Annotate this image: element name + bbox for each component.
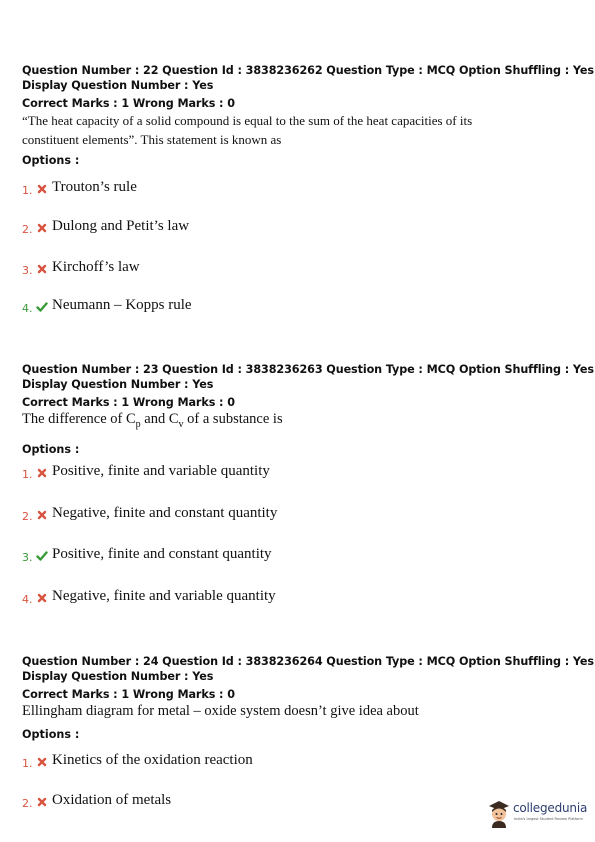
marks-line: Correct Marks : 1 Wrong Marks : 0	[22, 97, 235, 110]
display-question-number: Display Question Number : Yes	[22, 79, 214, 92]
question-24	[22, 654, 594, 742]
cross-icon	[36, 756, 48, 768]
cross-icon	[36, 509, 48, 521]
question-stem-line: constituent elements”. This statement is known as	[22, 132, 282, 147]
display-question-number: Display Question Number : Yes	[22, 670, 214, 683]
collegedunia-logo	[487, 797, 587, 831]
option-text: Dulong and Petit’s law	[52, 218, 190, 234]
option-number: 1.	[22, 184, 33, 197]
question-stem-line: Ellingham diagram for metal – oxide system doesn’t give idea about	[22, 703, 419, 719]
question-22	[22, 63, 594, 168]
logo-wordmark: collegedunia	[513, 801, 588, 815]
options-label: Options :	[22, 728, 80, 741]
options-label: Options :	[22, 442, 80, 456]
option-text: Positive, finite and variable quantity	[52, 463, 270, 479]
logo-tagline: India's largest Student Review Platform	[514, 817, 583, 821]
marks-line: Correct Marks : 1 Wrong Marks : 0	[22, 396, 235, 409]
option-number: 3.	[22, 551, 33, 564]
options-label: Options :	[22, 154, 80, 167]
cross-icon	[36, 263, 48, 275]
question-meta-line: Question Number : 23 Question Id : 3838236263 Question Type : MCQ Option Shuffling : Yes	[22, 363, 594, 376]
option-number: 2.	[22, 223, 33, 236]
option-text: Negative, finite and constant quantity	[52, 505, 278, 521]
option-number: 1.	[22, 757, 33, 770]
option-text: Positive, finite and constant quantity	[52, 546, 272, 562]
cross-icon	[36, 183, 48, 195]
option-text: Kinetics of the oxidation reaction	[52, 752, 253, 768]
question-23	[22, 362, 594, 457]
option-number: 1.	[22, 468, 33, 481]
check-icon	[36, 550, 48, 562]
cross-icon	[36, 467, 48, 479]
option-number: 2.	[22, 510, 33, 523]
question-stem: The difference of $C_p$ and $C_v$ of a substance is	[22, 411, 283, 430]
check-icon	[36, 301, 48, 313]
marks-line: Correct Marks : 1 Wrong Marks : 0	[22, 688, 235, 701]
question-stem-line: “The heat capacity of a solid compound is equal to the sum of the heat capacities of its	[22, 113, 473, 128]
option-number: 2.	[22, 797, 33, 810]
display-question-number: Display Question Number : Yes	[22, 378, 214, 391]
cross-icon	[36, 796, 48, 808]
student-mascot-icon	[487, 799, 511, 829]
option-text: Neumann – Kopps rule	[52, 297, 192, 313]
question-meta-line: Question Number : 22 Question Id : 3838236262 Question Type : MCQ Option Shuffling : Yes	[22, 64, 594, 77]
option-number: 4.	[22, 593, 33, 606]
cross-icon	[36, 592, 48, 604]
option-text: Negative, finite and variable quantity	[52, 588, 276, 604]
option-text: Kirchoff’s law	[52, 259, 140, 275]
option-number: 4.	[22, 302, 33, 315]
question-meta-line: Question Number : 24 Question Id : 3838236264 Question Type : MCQ Option Shuffling : Yes	[22, 655, 594, 668]
option-number: 3.	[22, 264, 33, 277]
cross-icon	[36, 222, 48, 234]
option-text: Trouton’s rule	[52, 179, 137, 195]
option-text: Oxidation of metals	[52, 792, 172, 808]
